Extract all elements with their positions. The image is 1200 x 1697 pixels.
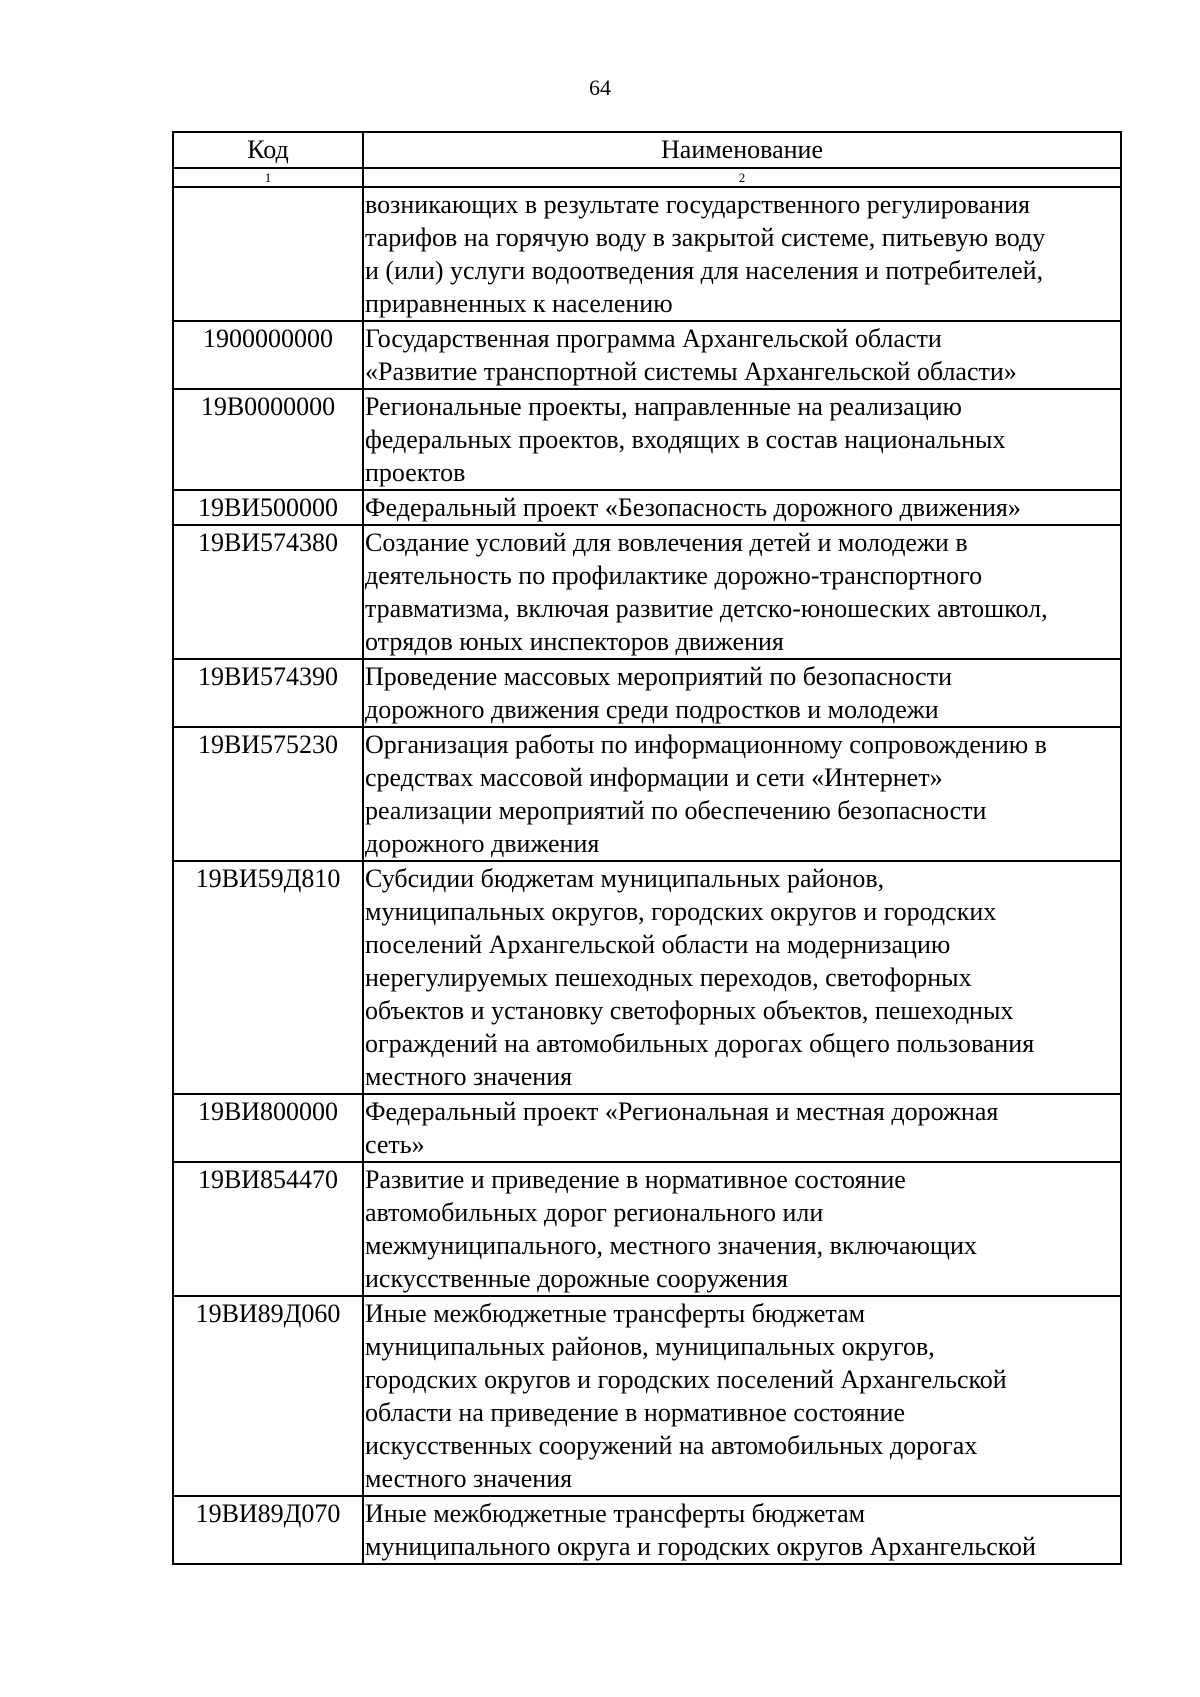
page-number: 64 [589, 75, 611, 100]
row-code: 19В0000000 [173, 389, 363, 490]
row-name-line: городских округов и городских поселений Архангельской [365, 1365, 1007, 1394]
row-name-line: искусственные дорожные сооружения [365, 1264, 788, 1293]
row-name-line: и (или) услуги водоотведения для населения и потребителей, [365, 256, 1044, 285]
row-name-line: реализации мероприятий по обеспечению безопасности [365, 796, 987, 825]
row-name [363, 1162, 1121, 1296]
table-row [173, 525, 1121, 659]
table-row [173, 861, 1121, 1094]
row-name-line: тарифов на горячую воду в закрытой системе, питьевую воду [365, 223, 1046, 252]
table-row [173, 321, 1121, 389]
row-code: 19ВИ500000 [173, 490, 363, 525]
column-number-name: 2 [363, 168, 1121, 187]
row-name-line: муниципальных округов, городских округов и городских [365, 897, 997, 926]
row-code: 19ВИ800000 [173, 1094, 363, 1162]
table-row [173, 1496, 1121, 1564]
row-name-line: ограждений на автомобильных дорогах общего пользования [365, 1029, 1035, 1058]
row-name-line: искусственных сооружений на автомобильных дорогах [365, 1431, 978, 1460]
column-number-row [173, 168, 1121, 187]
row-name-line: Создание условий для вовлечения детей и молодежи в [365, 528, 968, 557]
row-name-line: дорожного движения [365, 829, 600, 858]
row-name-line: Государственная программа Архангельской области [365, 324, 942, 353]
row-name-line: объектов и установку светофорных объектов, пешеходных [365, 996, 1014, 1025]
row-name-line: поселений Архангельской области на модернизацию [365, 930, 951, 959]
header-row [173, 132, 1121, 168]
row-name-line: Иные межбюджетные трансферты бюджетам [365, 1499, 866, 1528]
row-name-line: дорожного движения среди подростков и молодежи [365, 695, 939, 724]
table-row [173, 727, 1121, 861]
row-code: 1900000000 [173, 321, 363, 389]
row-name-line: автомобильных дорог регионального или [365, 1198, 824, 1227]
row-name-line: проектов [365, 458, 466, 487]
table-row [173, 1094, 1121, 1162]
row-name-line: местного значения [365, 1464, 573, 1493]
row-name-line: возникающих в результате государственного регулирования [365, 190, 1030, 219]
table-row [173, 187, 1121, 321]
row-name-line: местного значения [365, 1062, 573, 1091]
row-name-line: Федеральный проект «Безопасность дорожного движения» [365, 493, 1021, 522]
row-name-line: межмуниципального, местного значения, включающих [365, 1231, 977, 1260]
header-code: Код [173, 132, 363, 168]
row-name-line: муниципальных районов, муниципальных округов, [365, 1332, 935, 1361]
budget-code-table [172, 131, 1122, 1565]
row-name [363, 1094, 1121, 1162]
row-name-line: отрядов юных инспекторов движения [365, 627, 784, 656]
row-name-line: Иные межбюджетные трансферты бюджетам [365, 1299, 866, 1328]
row-name-line: Региональные проекты, направленные на реализацию [365, 392, 962, 421]
row-name-line: федеральных проектов, входящих в состав национальных [365, 425, 1006, 454]
row-name [363, 321, 1121, 389]
table-row [173, 490, 1121, 525]
row-name [363, 659, 1121, 727]
row-name-line: области на приведение в нормативное состояние [365, 1398, 905, 1427]
column-number-code: 1 [173, 168, 363, 187]
row-code: 19ВИ854470 [173, 1162, 363, 1296]
row-name [363, 1496, 1121, 1564]
row-name [363, 861, 1121, 1094]
table-row [173, 1296, 1121, 1496]
row-name-line: средствах массовой информации и сети «Интернет» [365, 763, 943, 792]
row-name-line: Федеральный проект «Региональная и местная дорожная [365, 1097, 999, 1126]
row-name [363, 727, 1121, 861]
row-code [173, 187, 363, 321]
row-name-line: нерегулируемых пешеходных переходов, светофорных [365, 963, 972, 992]
row-name-line: Организация работы по информационному сопровождению в [365, 730, 1047, 759]
table-body [173, 187, 1121, 1564]
table-row [173, 659, 1121, 727]
row-name-line: травматизма, включая развитие детско-юношеских автошкол, [365, 594, 1048, 623]
row-code: 19ВИ59Д810 [173, 861, 363, 1094]
row-code: 19ВИ89Д060 [173, 1296, 363, 1496]
row-name [363, 525, 1121, 659]
row-name-line: деятельность по профилактике дорожно-транспортного [365, 561, 983, 590]
row-code: 19ВИ89Д070 [173, 1496, 363, 1564]
row-code: 19ВИ574380 [173, 525, 363, 659]
row-name [363, 187, 1121, 321]
row-name [363, 389, 1121, 490]
row-name-line: Проведение массовых мероприятий по безопасности [365, 662, 952, 691]
row-name [363, 490, 1121, 525]
table-row [173, 1162, 1121, 1296]
row-name-line: Субсидии бюджетам муниципальных районов, [365, 864, 885, 893]
table-row [173, 389, 1121, 490]
row-name-line: муниципального округа и городских округов Архангельской [365, 1532, 1036, 1561]
row-code: 19ВИ575230 [173, 727, 363, 861]
header-name: Наименование [363, 132, 1121, 168]
row-code: 19ВИ574390 [173, 659, 363, 727]
row-name-line: приравненных к населению [365, 289, 673, 318]
row-name-line: «Развитие транспортной системы Архангельской области» [365, 357, 1017, 386]
row-name-line: Развитие и приведение в нормативное состояние [365, 1165, 906, 1194]
row-name-line: сеть» [365, 1130, 425, 1159]
row-name [363, 1296, 1121, 1496]
